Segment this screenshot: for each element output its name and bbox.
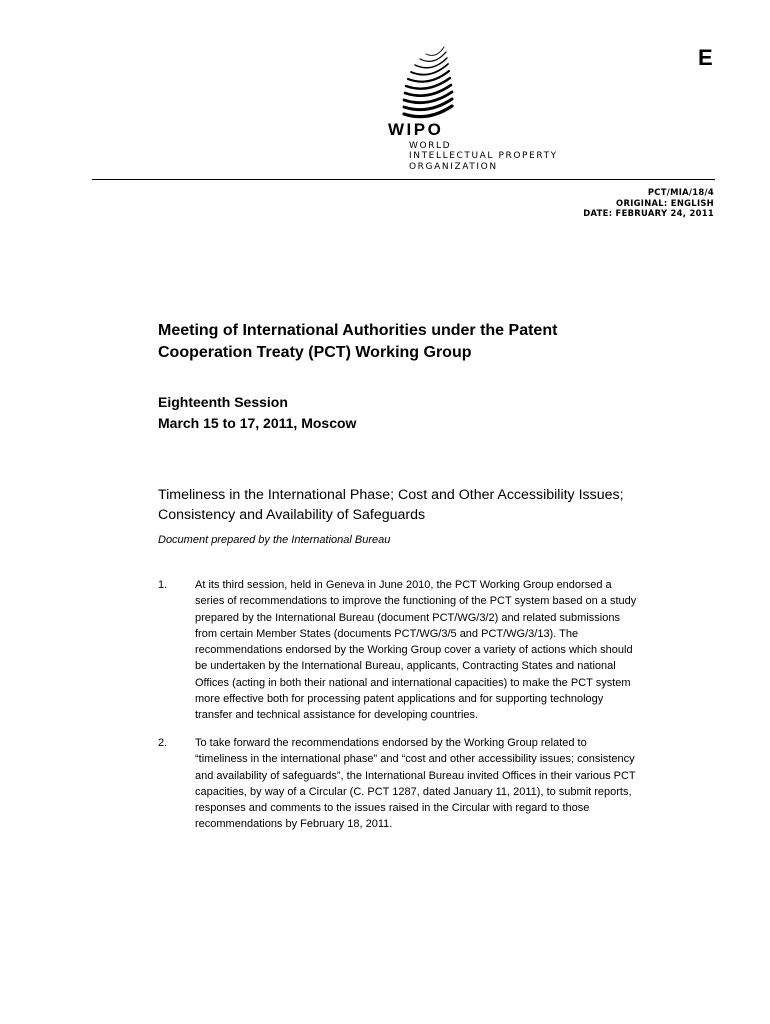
paragraph-1: [158, 577, 718, 727]
prepared-by-note: Document prepared by the International Bureau: [158, 534, 391, 546]
paragraph-line: recommendations by February 18, 2011.: [195, 818, 393, 831]
paragraph-line: and availability of safeguards”, the International Bureau invited Offices in their various PCT: [195, 769, 636, 782]
document-subject-line-1: Timeliness in the International Phase; Cost and Other Accessibility Issues;: [158, 487, 624, 503]
paragraph-line: transfer and technical assistance for developing countries.: [195, 709, 479, 722]
paragraph-line: recommendations endorsed by the Working Group cover a variety of actions which should: [195, 644, 633, 657]
paragraph-number: 1.: [158, 579, 168, 591]
meeting-title: [158, 320, 678, 364]
session-name: Eighteenth Session: [158, 394, 288, 410]
paragraph-line: responses and comments to the issues raised in the Circular with regard to those: [195, 802, 590, 815]
paragraph-text: [195, 735, 717, 833]
paragraph-line: To take forward the recommendations endorsed by the Working Group related to: [195, 737, 587, 749]
document-date: DATE: FEBRUARY 24, 2011: [583, 208, 714, 218]
session-info: [158, 392, 678, 434]
language-code: E: [698, 45, 713, 70]
header-divider: [92, 179, 715, 180]
wipo-logo-icon: [400, 44, 456, 122]
wipo-org-name: [409, 141, 558, 172]
paragraph-line: series of recommendations to improve the functioning of the PCT system based on a study: [195, 595, 637, 608]
paragraph-line: prepared by the International Bureau (document PCT/WG/3/2) and related submissions: [195, 611, 620, 624]
org-line-1: WORLD: [409, 141, 452, 151]
paragraph-2: [158, 735, 718, 835]
org-line-3: ORGANIZATION: [409, 161, 498, 172]
paragraph-line: At its third session, held in Geneva in June 2010, the PCT Working Group endorsed a: [195, 579, 612, 591]
document-subject: [158, 485, 698, 525]
org-line-2: INTELLECTUAL PROPERTY: [409, 151, 558, 162]
document-symbol: PCT/MIA/18/4: [647, 187, 714, 197]
meeting-title-line-1: Meeting of International Authorities under the Patent: [158, 322, 558, 339]
paragraph-line: from certain Member States (documents PCT/WG/3/5 and PCT/WG/3/13). The: [195, 627, 579, 640]
paragraph-line: more effective both for processing patent applications and for supporting technology: [195, 693, 604, 706]
document-metadata: [583, 187, 714, 219]
paragraph-line: capacities, by way of a Circular (C. PCT 1287, dated January 11, 2011), to submit reports,: [195, 785, 632, 798]
meeting-title-line-2: Cooperation Treaty (PCT) Working Group: [158, 344, 472, 361]
paragraph-line: Offices (acting in both their national and international capacities) to make the PCT system: [195, 676, 631, 689]
paragraph-line: “timeliness in the international phase” and “cost and other accessibility issues; consistency: [195, 753, 635, 766]
paragraph-number: 2.: [158, 737, 168, 749]
paragraph-text: [195, 577, 717, 724]
session-dates-place: March 15 to 17, 2011, Moscow: [158, 415, 357, 431]
paragraph-line: be undertaken by the International Bureau, applicants, Contracting States and national: [195, 660, 616, 673]
document-subject-line-2: Consistency and Availability of Safeguards: [158, 507, 426, 523]
wipo-wordmark: WIPO: [388, 120, 444, 139]
document-original-language: ORIGINAL: ENGLISH: [616, 197, 714, 208]
